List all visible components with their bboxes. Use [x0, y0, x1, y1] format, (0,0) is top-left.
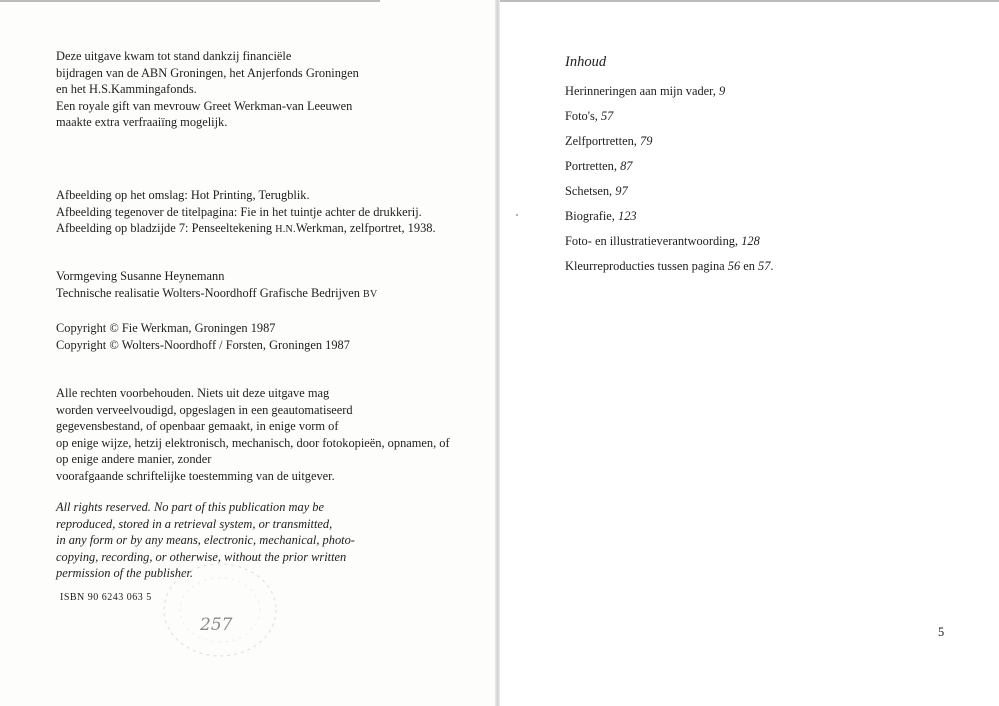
rights-line: op enige andere manier, zonder: [56, 452, 212, 467]
toc-entry-title: Biografie,: [565, 209, 618, 223]
rights-line: reproduced, stored in a retrieval system, or transmitted,: [56, 516, 333, 531]
rights-line: Alle rechten voorbehouden. Niets uit deze uitgave mag: [56, 386, 330, 400]
toc-entry: [565, 233, 774, 258]
funding-line: Een royale gift van mevrouw Greet Werkman-van Leeuwen: [56, 98, 353, 113]
toc-title: Inhoud: [565, 54, 607, 70]
credit-line: Afbeelding tegenover de titelpagina: Fie in het tuintje achter de drukkerij.: [56, 204, 422, 219]
credit-text: Werkman, zelfportret, 1938.: [295, 221, 436, 236]
design-line: Vormgeving Susanne Heynemann: [56, 269, 225, 283]
toc-entry-title: Foto- en illustratieverantwoording,: [565, 234, 742, 248]
credit-initials: H.N.: [275, 224, 296, 236]
rights-line: permission of the publisher.: [56, 566, 193, 581]
rights-line: worden verveelvoudigd, opgeslagen in een geautomatiseerd: [56, 402, 353, 417]
design-text: Technische realisatie Wolters-Noordhoff Grafische Bedrijven: [56, 285, 363, 300]
toc-entry-title: Zelfportretten,: [565, 134, 640, 148]
toc-entry-page: 123: [618, 209, 637, 223]
rights-line: op enige wijze, hetzij elektronisch, mechanisch, door fotokopieën, opnamen, of: [56, 435, 450, 450]
toc-entry-title: Schetsen,: [565, 184, 616, 198]
credit-text: Afbeelding op bladzijde 7: Penseeltekening: [56, 221, 276, 236]
credit-line: [56, 220, 436, 239]
toc-entry-title: en: [740, 259, 759, 273]
rights-line: voorafgaande schriftelijke toestemming van de uitgever.: [56, 468, 335, 483]
toc-entry-page: 57: [600, 109, 614, 123]
toc-entry: [565, 108, 774, 133]
toc-entry-page: 87: [620, 159, 633, 173]
toc-entry-page: 128: [741, 234, 760, 248]
toc-entry: [565, 183, 774, 208]
design-line: [56, 285, 378, 304]
toc-entry-page: 56: [727, 259, 741, 273]
top-edge-line-right: [500, 0, 999, 2]
toc-entry: [565, 158, 774, 183]
copyright-line: Copyright © Wolters-Noordhoff / Forsten, Groningen 1987: [56, 337, 350, 352]
toc-entry-page: 97: [615, 184, 628, 198]
rights-notice-dutch: [56, 385, 450, 485]
toc-entry-title: Foto's,: [565, 109, 601, 123]
rights-line: in any form or by any means, electronic, mechanical, photo-: [56, 533, 355, 548]
top-edge-line: [0, 0, 380, 2]
toc-entry-title: .: [770, 259, 774, 273]
rights-line: gegevensbestand, of openbaar gemaakt, in enige vorm of: [56, 419, 339, 434]
table-of-contents: [565, 83, 774, 283]
toc-entry-title: Herinneringen aan mijn vader,: [565, 84, 719, 98]
page-number: 5: [938, 625, 945, 639]
copyright-line: Copyright © Fie Werkman, Groningen 1987: [56, 321, 276, 335]
toc-entry-colour-plates: [565, 258, 774, 283]
toc-entry: [565, 208, 774, 233]
isbn: ISBN 90 6243 063 5: [60, 592, 152, 603]
funding-line: maakte extra verfraaiïng mogelijk.: [56, 115, 228, 130]
toc-entry: [565, 83, 774, 108]
book-gutter: [495, 0, 500, 706]
credit-line: Afbeelding op het omslag: Hot Printing, Terugblik.: [56, 188, 310, 202]
toc-entry-page: 57: [758, 259, 771, 273]
toc-entry-page: 79: [640, 134, 653, 148]
handwritten-note: 257: [200, 615, 233, 635]
toc-entry-page: 9: [718, 84, 726, 98]
rights-line: All rights reserved. No part of this publication may be: [56, 500, 324, 514]
toc-entry: [565, 133, 774, 158]
image-credits: [56, 187, 436, 239]
rights-line: copying, recording, or otherwise, without the prior written: [56, 549, 347, 564]
design-abbrev: BV: [363, 288, 378, 300]
library-stamp: [140, 558, 290, 678]
paper-speck: [516, 214, 518, 216]
funding-line: Deze uitgave kwam tot stand dankzij financiële: [56, 49, 292, 63]
design-credits: [56, 268, 378, 303]
funding-paragraph: [56, 48, 359, 131]
copyright-block: [56, 320, 350, 353]
toc-entry-title: Kleurreproducties tussen pagina: [565, 259, 728, 273]
funding-line: bijdragen van de ABN Groningen, het Anjerfonds Groningen: [56, 65, 359, 80]
funding-line: en het H.S.Kammingafonds.: [56, 82, 197, 97]
toc-entry-title: Portretten,: [565, 159, 621, 173]
